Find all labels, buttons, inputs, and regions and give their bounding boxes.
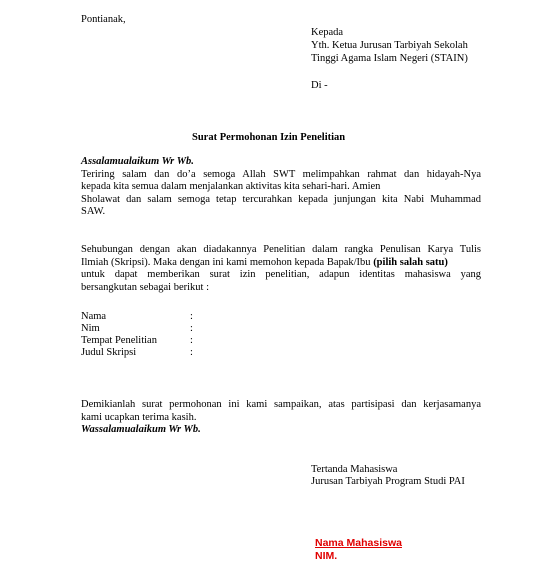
field-label: Judul Skripsi	[81, 347, 137, 358]
body-line-4: bersangkutan sebagai berikut :	[81, 281, 209, 293]
closing-paragraph	[81, 399, 481, 437]
field-colon: :	[190, 335, 193, 346]
field-nim	[81, 323, 281, 336]
opening-line-2: kepada kita semua dalam menjalankan aktivitas kita sehari-hari. Amien	[81, 181, 381, 192]
opening-paragraph	[81, 156, 481, 219]
opening-salam: Assalamualaikum Wr Wb.	[81, 156, 194, 167]
student-name-placeholder: Nama Mahasiswa	[315, 537, 402, 549]
choose-one-note: (pilih salah satu)	[373, 256, 448, 268]
body-paragraph	[81, 244, 481, 294]
body-line-1: Sehubungan dengan akan diadakannya Penelitian dalam rangka Penulisan Karya Tulis	[81, 244, 481, 255]
field-colon: :	[190, 347, 193, 358]
opening-line-3: Sholawat dan salam semoga tetap tercurahkan kepada junjungan kita Nabi Muhammad	[81, 193, 481, 205]
closing-line-1: Demikianlah surat permohonan ini kami sampaikan, atas partisipasi dan kerjasamanya	[81, 399, 481, 410]
closing-line-2: kami ucapkan terima kasih.	[81, 411, 197, 423]
field-label: Nim	[81, 323, 100, 334]
recipient-kepada: Kepada	[311, 27, 344, 38]
signature-line-1: Tertanda Mahasiswa	[311, 464, 398, 475]
body-line-2-text: Ilmiah (Skripsi). Maka dengan ini kami memohon kepada Bapak/Ibu	[81, 256, 374, 268]
opening-line-4: SAW.	[81, 206, 106, 217]
field-judul-skripsi	[81, 347, 281, 360]
field-label: Tempat Penelitian	[81, 335, 157, 346]
recipient-di: Di -	[311, 80, 328, 91]
body-line-3: untuk dapat memberikan surat izin penelitian, adapun identitas mahasiswa yang	[81, 269, 481, 280]
recipient-line1: Yth. Ketua Jurusan Tarbiyah Sekolah	[311, 40, 468, 51]
opening-line-1: Teriring salam dan do’a semoga Allah SWT melimpahkan rahmat dan hidayah-Nya	[81, 168, 481, 180]
signature-line-2: Jurusan Tarbiyah Program Studi PAI	[311, 476, 465, 487]
field-tempat-penelitian	[81, 335, 281, 348]
closing-salam: Wassalamualaikum Wr Wb.	[81, 424, 201, 435]
place-date: Pontianak,	[81, 14, 126, 25]
field-label: Nama	[81, 311, 107, 322]
recipient-line2: Tinggi Agama Islam Negeri (STAIN)	[311, 53, 468, 64]
field-colon: :	[190, 323, 193, 334]
field-colon: :	[190, 311, 193, 322]
letter-title: Surat Permohonan Izin Penelitian	[192, 132, 346, 143]
field-nama	[81, 311, 281, 324]
body-line-2	[81, 257, 481, 270]
student-nim-placeholder: NIM.	[315, 550, 338, 562]
